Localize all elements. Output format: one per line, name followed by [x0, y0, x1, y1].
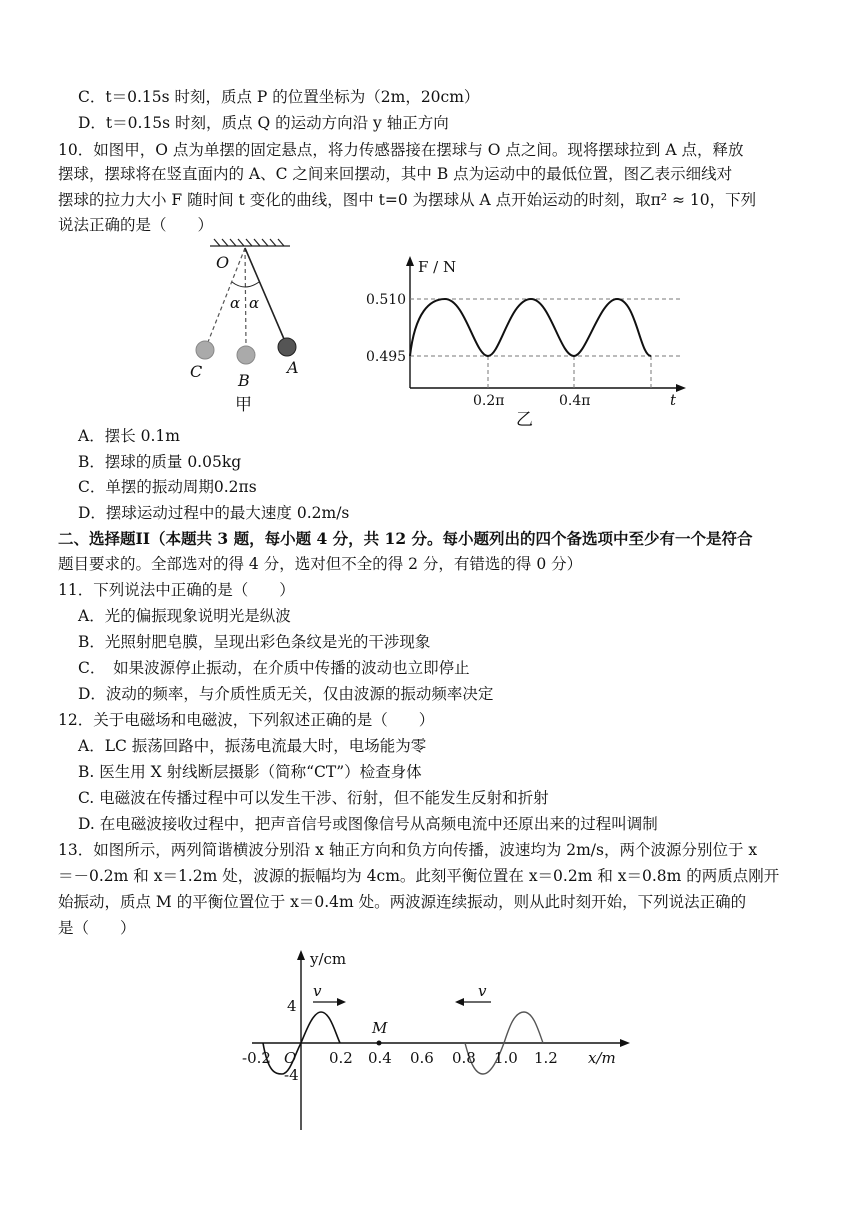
- q13-stem-line3: 始振动，质点 M 的平衡位置位于 x＝0.4m 处。两波源连续振动，则从此时刻开始，下列说法正确的: [58, 893, 747, 911]
- bob-b: [237, 346, 255, 364]
- section-2-header-line2: 题目要求的。全部选对的得 4 分，选对但不全的得 2 分，有错选的得 0 分）: [58, 555, 583, 573]
- q11-option-b: B．光照射肥皂膜，呈现出彩色条纹是光的干涉现象: [78, 633, 431, 651]
- q10-stem-line4: 说法正确的是（ ）: [58, 216, 214, 234]
- q9-option-d: D．t＝0.15s 时刻，质点 Q 的运动方向沿 y 轴正方向: [78, 114, 449, 132]
- x-tick-0.6: 0.6: [410, 1049, 434, 1067]
- force-time-graph: [360, 252, 690, 432]
- label-a: A: [287, 358, 299, 377]
- y-tick-low: 0.495: [366, 349, 407, 365]
- q13-stem-line4: 是（ ）: [58, 919, 136, 937]
- point-m: [377, 1041, 382, 1046]
- section-2-header: 二、选择题II（本题共 3 题，每小题 4 分，共 12 分。每小题列出的四个备选项中至少有一个是符合: [58, 529, 753, 548]
- q10-stem-line3: 摆球的拉力大小 F 随时间 t 变化的曲线，图中 t=0 为摆球从 A 点开始运动的时刻，取π² ≈ 10，下列: [58, 191, 757, 209]
- y-label: y/cm: [310, 950, 347, 968]
- velocity-arrowhead-right: [337, 998, 346, 1006]
- x-tick-2: 0.4π: [559, 393, 591, 409]
- y-label: F / N: [418, 258, 457, 276]
- origin-label: O: [284, 1049, 297, 1067]
- caption-yi: 乙: [516, 410, 533, 430]
- q10-option-c: C．单摆的振动周期0.2πs: [78, 478, 257, 496]
- wave-figure: [238, 944, 638, 1136]
- q10-option-d: D．摆球运动过程中的最大速度 0.2m/s: [78, 504, 350, 522]
- x-tick-neg-0.2: -0.2: [242, 1049, 271, 1067]
- label-alpha-left: α: [230, 294, 241, 312]
- y-axis-arrow: [297, 950, 305, 960]
- y-tick-pos: 4: [287, 997, 297, 1015]
- label-m: M: [372, 1019, 388, 1037]
- q13-stem-line2: ＝－0.2m 和 x＝1.2m 处，波源的振幅均为 4cm。此刻平衡位置在 x＝0.2m 和 x＝0.8m 的两质点刚开: [58, 867, 780, 885]
- q12-option-b: B. 医生用 X 射线断层摄影（简称“CT”）检查身体: [78, 763, 422, 781]
- x-tick-1.2: 1.2: [534, 1049, 558, 1067]
- q12-option-c: C. 电磁波在传播过程中可以发生干涉、衍射，但不能发生反射和折射: [78, 789, 549, 807]
- force-curve: [410, 299, 651, 356]
- q12-option-a: A．LC 振荡回路中，振荡电流最大时，电场能为零: [78, 737, 427, 755]
- label-c: C: [190, 362, 203, 381]
- velocity-arrowhead-left: [455, 998, 464, 1006]
- x-label: t: [670, 391, 677, 409]
- y-axis-arrow: [406, 256, 414, 266]
- label-alpha-right: α: [249, 294, 260, 312]
- q9-option-c: C．t＝0.15s 时刻，质点 P 的位置坐标为（2m，20cm）: [78, 88, 480, 106]
- label-v-right: v: [478, 982, 487, 1000]
- label-b: B: [238, 371, 250, 390]
- bob-a: [278, 338, 296, 356]
- q11-option-d: D．波动的频率，与介质性质无关，仅由波源的振动频率决定: [78, 685, 494, 703]
- q10-stem-line1: 10．如图甲，O 点为单摆的固定悬点，将力传感器接在摆球与 O 点之间。现将摆球拉到 A 点，释放: [58, 141, 744, 159]
- q10-option-a: A．摆长 0.1m: [78, 427, 180, 445]
- q11-stem: 11．下列说法中正确的是（ ）: [58, 581, 295, 599]
- bob-c: [196, 341, 214, 359]
- x-tick-0.8: 0.8: [452, 1049, 476, 1067]
- q11-option-a: A．光的偏振现象说明光是纵波: [78, 607, 291, 625]
- x-tick-1.0: 1.0: [494, 1049, 518, 1067]
- y-tick-high: 0.510: [366, 292, 407, 308]
- label-v-left: v: [313, 982, 322, 1000]
- q11-option-c: C． 如果波源停止振动，在介质中传播的波动也立即停止: [78, 659, 470, 677]
- q12-option-d: D. 在电磁波接收过程中，把声音信号或图像信号从高频电流中还原出来的过程叫调制: [78, 815, 658, 833]
- label-o: O: [216, 253, 230, 272]
- pendulum-figure: [180, 236, 310, 420]
- x-label: x/m: [588, 1049, 616, 1067]
- q13-stem-line1: 13．如图所示，两列简谐横波分别沿 x 轴正方向和负方向传播，波速均为 2m/s，两个波源分别位于 x: [58, 841, 758, 859]
- x-tick-0.2: 0.2: [329, 1049, 353, 1067]
- caption-jia: 甲: [235, 395, 252, 415]
- x-axis-arrow: [620, 1039, 630, 1047]
- q10-option-b: B．摆球的质量 0.05kg: [78, 453, 242, 471]
- ceiling-hatch: [210, 239, 290, 246]
- q10-stem-line2: 摆球，摆球将在竖直面内的 A、C 之间来回摆动，其中 B 点为运动中的最低位置，图乙表示细线对: [58, 165, 733, 183]
- string-to-b: [245, 248, 246, 346]
- x-tick-0.4: 0.4: [368, 1049, 392, 1067]
- y-tick-neg: -4: [284, 1066, 299, 1084]
- x-tick-1: 0.2π: [473, 393, 505, 409]
- q12-stem: 12．关于电磁场和电磁波，下列叙述正确的是（ ）: [58, 711, 435, 729]
- x-axis-arrow: [676, 384, 686, 392]
